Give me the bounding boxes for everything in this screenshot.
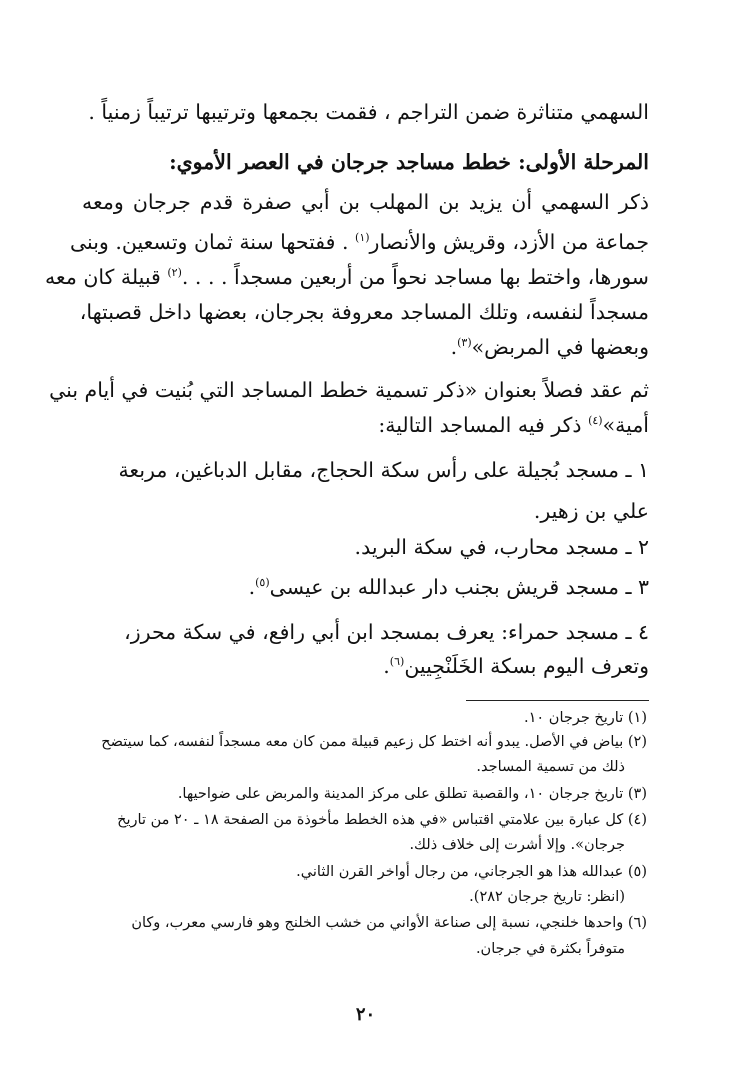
- footnote-4-cont: [82, 834, 625, 856]
- body-line-1: [82, 97, 649, 127]
- footnote-text: (٥) عبدالله هذا هو الجرجاني، من رجال أواخر القرن الثاني.: [296, 864, 647, 880]
- footnote-text: (انظر: تاريخ جرجان ٢٨٢).: [469, 889, 625, 905]
- footnote-marker: (٥): [255, 576, 270, 590]
- list-item-4-cont: [82, 651, 649, 681]
- footnote-1: [82, 707, 647, 729]
- body-line-7: [82, 332, 649, 362]
- footnote-marker: (٦): [389, 655, 405, 669]
- body-line-5: [44, 262, 649, 292]
- footnote-text: جرجان». وإلا أشرت إلى خلاف ذلك.: [409, 837, 625, 853]
- footnote-text: (٤) كل عبارة بين علامتي اقتباس «في هذه الخطط مأخوذة من الصفحة ١٨ ـ ٢٠ من تاريخ: [117, 812, 647, 828]
- footnote-marker: (٢): [167, 266, 182, 280]
- list-item-1: [82, 455, 649, 485]
- body-text: ذكر السهمي أن يزيد بن المهلب بن أبي صفرة قدم جرجان ومعه: [82, 190, 649, 214]
- body-text: سورها، واختط بها مساجد نحواً من أربعين مسجداً . . . .: [181, 265, 649, 289]
- footnote-5-cont: [82, 886, 625, 908]
- body-text: وتعرف اليوم بسكة الخَلَنْجِيين: [404, 654, 649, 678]
- body-line-4: [69, 227, 649, 257]
- footnote-text: (٦) واحدها خلنجي، نسبة إلى صناعة الأواني من خشب الخلنج وهو فارسي معرب، وكان: [131, 915, 647, 931]
- body-text: السهمي متناثرة ضمن التراجم ، فقمت بجمعها وترتيبها ترتيباً زمنياً .: [88, 100, 649, 124]
- body-text: ٣ ـ مسجد قريش بجنب دار عبدالله بن عيسى: [269, 575, 649, 599]
- body-text: ثم عقد فصلاً بعنوان «ذكر تسمية خطط المساجد التي بُنيت في أيام بني: [49, 378, 649, 402]
- body-text: . ففتحها سنة ثمان وتسعين. وبنى: [69, 230, 349, 254]
- body-line-3: [82, 187, 649, 217]
- footnote-text: (١) تاريخ جرجان ١٠.: [524, 710, 647, 726]
- list-item-4: [82, 617, 649, 647]
- body-text: جماعة من الأزد، وقريش والأنصار: [369, 230, 649, 254]
- page-number: ٢٠: [355, 1004, 376, 1025]
- footnote-2: [82, 731, 647, 753]
- body-text: .: [450, 335, 458, 359]
- body-text: ذكر فيه المساجد التالية:: [378, 413, 582, 437]
- list-item-2: [82, 532, 649, 562]
- footnote-4: [82, 809, 647, 831]
- body-text: ٢ ـ مسجد محارب، في سكة البريد.: [354, 535, 649, 559]
- footnote-divider: [466, 700, 649, 701]
- footnote-marker: (٣): [457, 336, 472, 350]
- footnote-2-cont: [82, 756, 625, 778]
- footnote-text: متوفراً بكثرة في جرجان.: [475, 941, 625, 957]
- footnote-text: ذلك من تسمية المساجد.: [476, 759, 625, 775]
- footnote-text: (٣) تاريخ جرجان ١٠، والقصبة تطلق على مركز المدينة والمربض على ضواحيها.: [177, 786, 647, 802]
- list-item-3: [82, 572, 649, 602]
- body-text: أمية»: [602, 413, 649, 437]
- footnote-marker: (١): [355, 231, 370, 245]
- body-line-9: [82, 410, 649, 440]
- body-text: .: [248, 575, 256, 599]
- body-text: مسجداً لنفسه، وتلك المساجد معروفة بجرجان، بعضها داخل قصبتها،: [79, 300, 649, 324]
- body-text: ١ ـ مسجد بُجيلة على رأس سكة الحجاج، مقابل الدباغين، مربعة: [118, 458, 649, 482]
- footnote-5: [82, 861, 647, 883]
- body-text: علي بن زهير.: [533, 499, 649, 523]
- body-text: وبعضها في المربض»: [471, 335, 649, 359]
- body-text: ٤ ـ مسجد حمراء: يعرف بمسجد ابن أبي رافع، في سكة محرز،: [124, 620, 649, 644]
- list-item-1-cont: [82, 496, 649, 526]
- body-text: قبيلة كان معه: [44, 265, 161, 289]
- footnote-3: [82, 783, 647, 805]
- footnote-6-cont: [82, 938, 625, 960]
- heading-text: المرحلة الأولى: خطط مساجد جرجان في العصر الأموي:: [169, 150, 649, 174]
- footnote-text: (٢) بياض في الأصل. يبدو أنه اختط كل زعيم قبيلة ممن كان معه مسجداً لنفسه، كما سيتضح: [101, 734, 647, 750]
- body-line-6: [79, 297, 649, 327]
- body-line-8: [49, 375, 649, 405]
- footnote-6: [82, 912, 647, 934]
- body-text: .: [383, 654, 390, 678]
- footnote-marker: (٤): [588, 414, 603, 428]
- section-heading: [82, 147, 649, 177]
